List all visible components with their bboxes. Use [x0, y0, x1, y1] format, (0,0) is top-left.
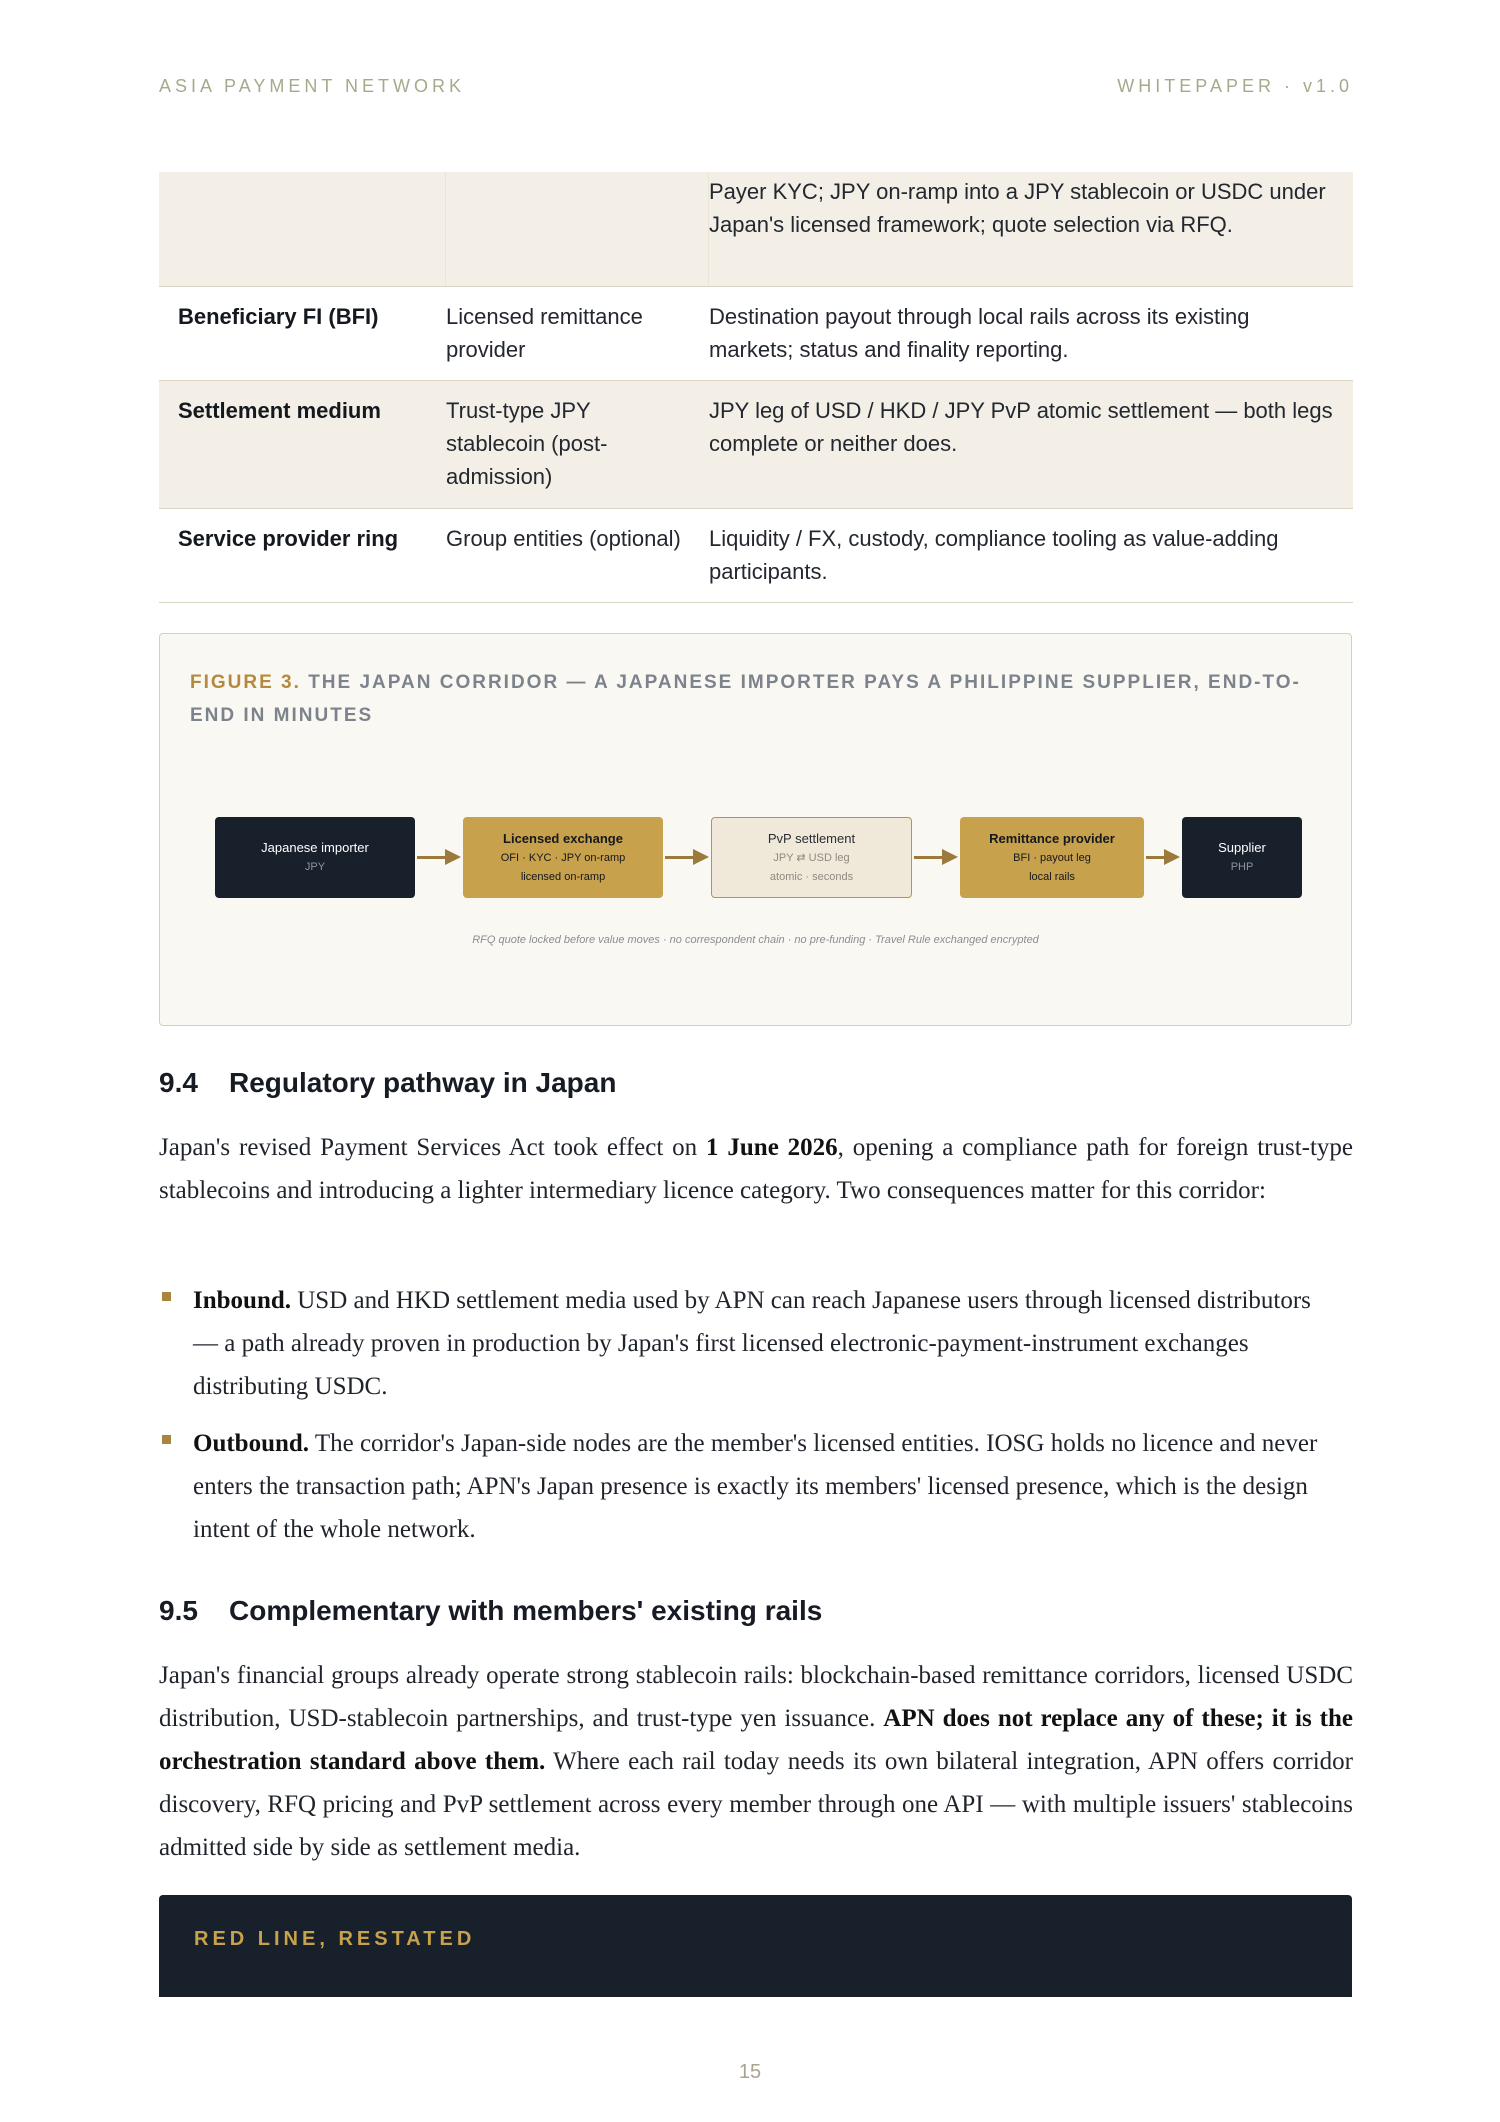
section-number: 9.5: [159, 1595, 198, 1626]
section-heading-9-4: [159, 1067, 616, 1099]
bullet-text: USD and HKD settlement media used by APN can reach Japanese users through licensed distributors — a path already proven in production by Japan's first licensed electronic-payment-instrument exchanges distributing USDC.: [193, 1287, 1311, 1400]
emphasis-date: 1 June 2026: [706, 1134, 838, 1161]
table-row: [159, 172, 1353, 287]
node-detail: local rails: [1029, 870, 1075, 883]
callout-label: RED LINE, RESTATED: [194, 1928, 476, 1950]
flow-node-remittance-provider: [960, 817, 1144, 898]
table-cell-description: Destination payout through local rails across its existing markets; status and finality reporting.: [709, 304, 1250, 362]
table-cell-entity: Trust-type JPY stablecoin (post-admission): [446, 398, 608, 489]
table-cell-entity: Group entities (optional): [446, 526, 681, 551]
node-title: Remittance provider: [989, 830, 1115, 846]
node-subtitle: JPY ⇄ USD leg: [773, 851, 850, 864]
table-row: [159, 381, 1353, 509]
table-row: [159, 509, 1353, 603]
flow-node-pvp-settlement: [711, 817, 912, 898]
paragraph-9-4-intro: [159, 1126, 1353, 1212]
node-subtitle: OFI · KYC · JPY on-ramp: [500, 851, 626, 864]
table-cell-description: Liquidity / FX, custody, compliance tooling as value-adding participants.: [709, 526, 1279, 584]
bullet-lead: Inbound.: [193, 1287, 291, 1314]
paragraph-9-5: [159, 1654, 1353, 1869]
section-number: 9.4: [159, 1067, 198, 1098]
text-run: Japan's financial groups already operate strong stablecoin rails: blockchain-based remittance corridors, licensed USDC distribution, USD-stablecoin partnerships, and trust-type yen issuance.: [159, 1662, 1353, 1732]
text-run: Where each rail today needs its own bilateral integration, APN offers corridor discovery, RFQ pricing and PvP settlement across every member through one API — with multiple issuers' stablecoins admitted side by side as settlement media.: [159, 1748, 1353, 1861]
node-detail: licensed on-ramp: [520, 870, 606, 883]
flow-arrow: [1146, 856, 1176, 859]
section-title: Regulatory pathway in Japan: [229, 1067, 617, 1098]
red-line-callout: [159, 1895, 1352, 1997]
emphasis-statement: APN does not replace any of these; it is the orchestration standard above them.: [159, 1705, 1353, 1775]
roles-table: [159, 172, 1353, 603]
node-subtitle: BFI · payout leg: [1013, 851, 1091, 864]
node-title: Licensed exchange: [503, 830, 623, 846]
flow-arrow: [417, 856, 457, 859]
figure-number: FIGURE 3.: [190, 672, 301, 693]
figure-title: THE JAPAN CORRIDOR — A JAPANESE IMPORTER PAYS A PHILIPPINE SUPPLIER, END-TO-END IN MINUTES: [190, 672, 1301, 726]
node-title: Japanese importer: [261, 840, 369, 855]
running-header-left: ASIA PAYMENT NETWORK: [159, 76, 466, 96]
figure-footnote: RFQ quote locked before value moves · no correspondent chain · no pre-funding · Travel Rule exchanged encrypted: [472, 934, 1039, 946]
running-header-right: WHITEPAPER · v1.0: [1117, 76, 1353, 96]
table-cell-description: JPY leg of USD / HKD / JPY PvP atomic settlement — both legs complete or neither does.: [709, 398, 1333, 456]
flow-node-supplier: [1182, 817, 1302, 898]
table-cell-entity: [446, 172, 709, 286]
table-cell-entity: Licensed remittance provider: [446, 304, 643, 362]
flow-arrow: [665, 856, 705, 859]
table-row: [159, 287, 1353, 381]
figure-3: [159, 633, 1352, 1026]
bullet-item-inbound: [193, 1279, 1338, 1408]
node-subtitle: PHP: [1230, 861, 1254, 873]
table-cell-description: Payer KYC; JPY on-ramp into a JPY stablecoin or USDC under Japan's licensed framework; quote selection via RFQ.: [709, 179, 1326, 237]
bullet-lead: Outbound.: [193, 1430, 310, 1457]
section-title: Complementary with members' existing rails: [229, 1595, 823, 1626]
figure-caption: [190, 666, 1310, 732]
flow-arrow: [914, 856, 954, 859]
page-number: 15: [738, 2061, 762, 2083]
node-detail: atomic · seconds: [769, 870, 854, 883]
node-title: PvP settlement: [767, 830, 856, 846]
flow-node-japanese-importer: [215, 817, 415, 898]
table-cell-role: Service provider ring: [178, 526, 399, 551]
bullet-marker-icon: [162, 1435, 171, 1444]
table-cell-role: [159, 172, 446, 286]
bullet-text: The corridor's Japan-side nodes are the member's licensed entities. IOSG holds no licence and never enters the transaction path; APN's Japan presence is exactly its members' licensed presence, which is the design intent of the whole network.: [193, 1430, 1318, 1543]
text-run: Japan's revised Payment Services Act took effect on: [159, 1134, 707, 1161]
table-cell-role: Settlement medium: [178, 398, 381, 423]
node-title: Supplier: [1218, 840, 1266, 855]
node-subtitle: JPY: [304, 861, 326, 873]
bullet-marker-icon: [162, 1292, 171, 1301]
table-cell-role: Beneficiary FI (BFI): [178, 304, 379, 329]
section-heading-9-5: [159, 1595, 822, 1627]
bullet-item-outbound: [193, 1422, 1338, 1551]
text-run: , opening a compliance path for foreign trust-type stablecoins and introducing a lighter intermediary licence category. Two consequences matter for this corridor:: [159, 1134, 1354, 1204]
flow-node-licensed-exchange: [463, 817, 663, 898]
